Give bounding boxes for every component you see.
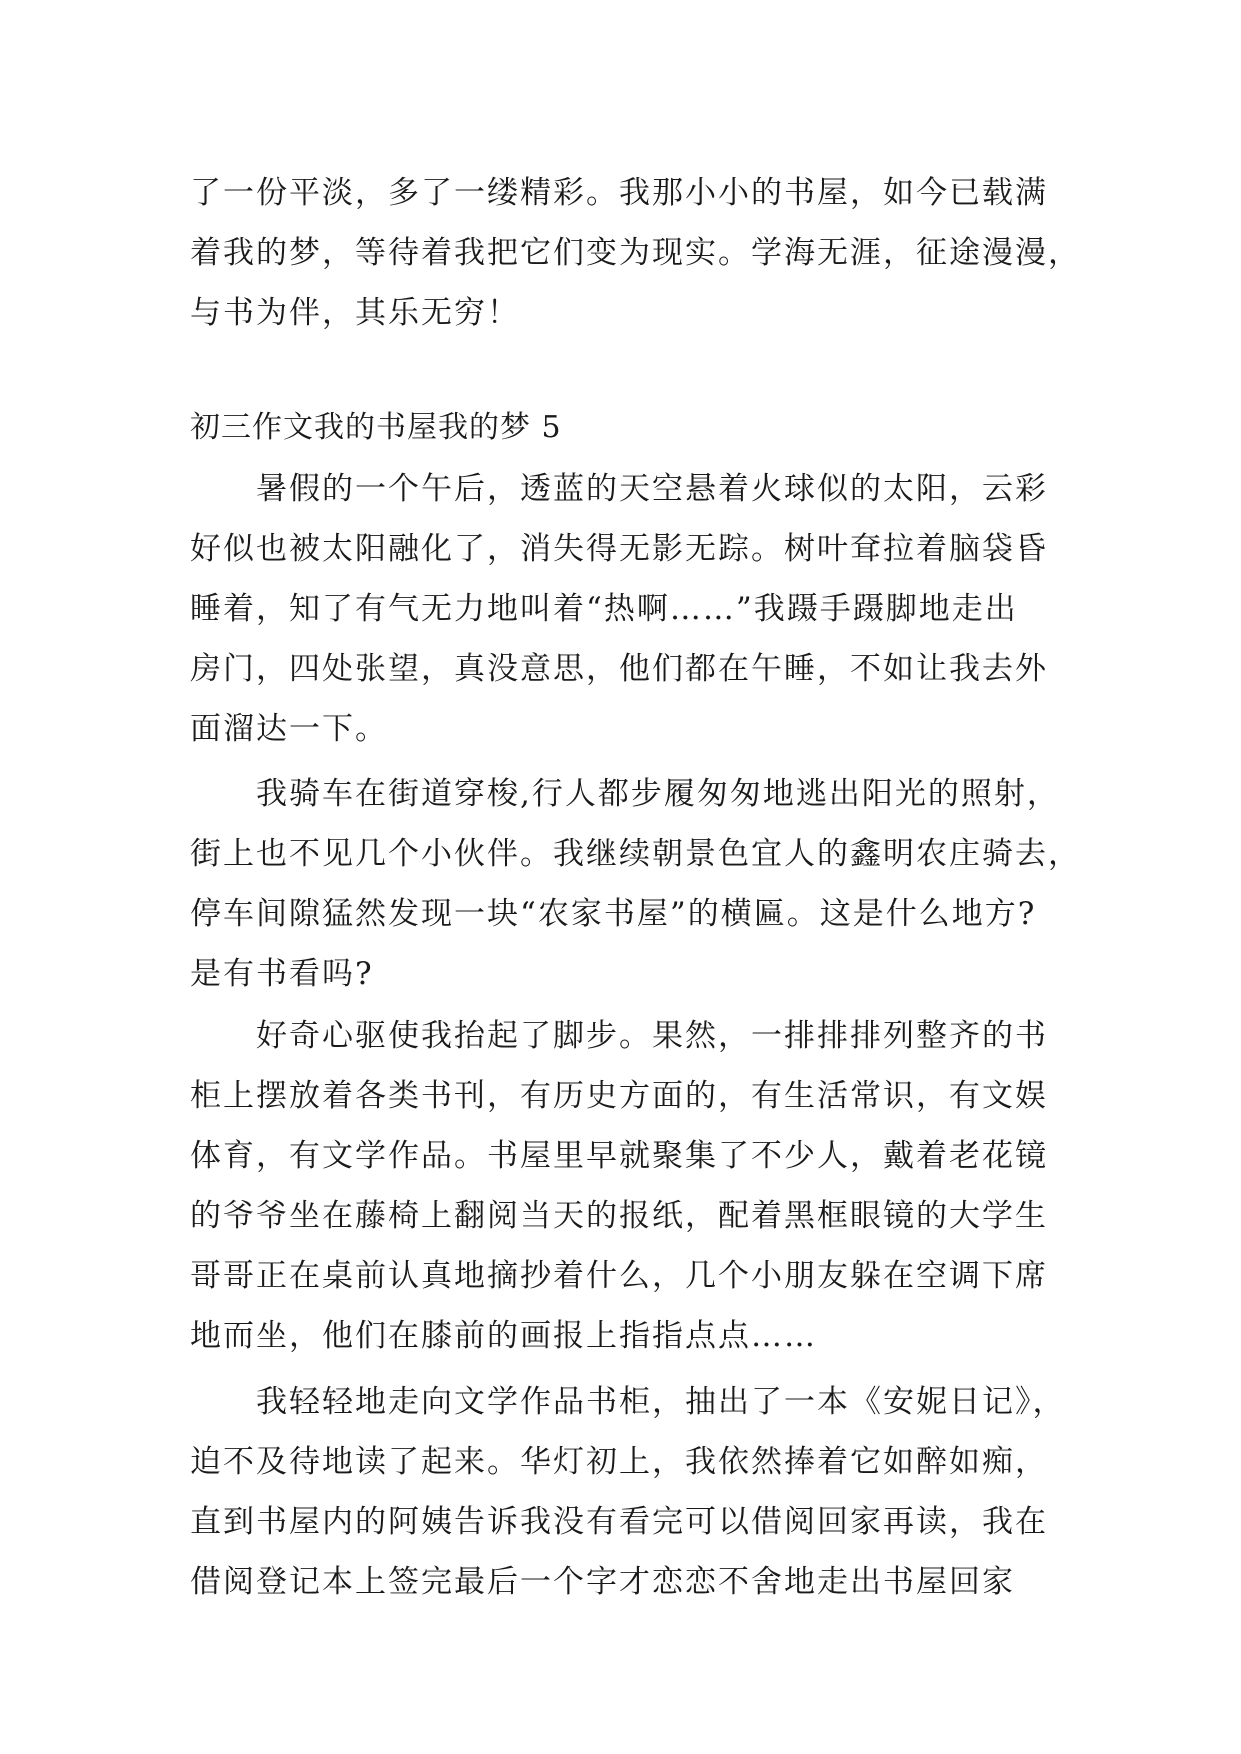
- paragraph-first-line: 好奇心驱使我抬起了脚步。果然，一排排排列整齐的书: [256, 1018, 1048, 1054]
- text-line: 直到书屋内的阿姨告诉我没有看完可以借阅回家再读，我在: [190, 1504, 1048, 1540]
- text-line: 睡着，知了有气无力地叫着“热啊……”我蹑手蹑脚地走出: [190, 591, 1018, 627]
- text-line: 与书为伴，其乐无穷！: [190, 295, 520, 331]
- text-line: 借阅登记本上签完最后一个字才恋恋不舍地走出书屋回家: [190, 1564, 1015, 1600]
- section-title: 初三作文我的书屋我的梦 5: [190, 410, 562, 445]
- text-line: 了一份平淡，多了一缕精彩。我那小小的书屋，如今已载满: [190, 175, 1048, 211]
- text-line: 面溜达一下。: [190, 711, 388, 747]
- text-line: 柜上摆放着各类书刊，有历史方面的，有生活常识，有文娱: [190, 1078, 1048, 1114]
- text-line: 迫不及待地读了起来。华灯初上，我依然捧着它如醉如痴，: [190, 1444, 1048, 1480]
- text-line: 体育，有文学作品。书屋里早就聚集了不少人，戴着老花镜: [190, 1138, 1048, 1174]
- text-line: 哥哥正在桌前认真地摘抄着什么，几个小朋友躲在空调下席: [190, 1258, 1048, 1294]
- text-line: 地而坐，他们在膝前的画报上指指点点……: [190, 1318, 817, 1354]
- text-line: 着我的梦，等待着我把它们变为现实。学海无涯，征途漫漫，: [190, 235, 1081, 271]
- text-line: 好似也被太阳融化了，消失得无影无踪。树叶耷拉着脑袋昏: [190, 531, 1048, 567]
- text-line: 是有书看吗?: [190, 956, 374, 992]
- text-line: 停车间隙猛然发现一块“农家书屋”的横匾。这是什么地方?: [190, 896, 1037, 932]
- text-line: 街上也不见几个小伙伴。我继续朝景色宜人的鑫明农庄骑去，: [190, 836, 1081, 872]
- paragraph-first-line: 暑假的一个午后，透蓝的天空悬着火球似的太阳，云彩: [256, 471, 1048, 507]
- paragraph-first-line: 我轻轻地走向文学作品书柜，抽出了一本《安妮日记》，: [256, 1384, 1066, 1420]
- paragraph-first-line: 我骑车在街道穿梭,行人都步履匆匆地逃出阳光的照射，: [256, 776, 1060, 812]
- text-line: 房门，四处张望，真没意思，他们都在午睡，不如让我去外: [190, 651, 1048, 687]
- text-line: 的爷爷坐在藤椅上翻阅当天的报纸，配着黑框眼镜的大学生: [190, 1198, 1048, 1234]
